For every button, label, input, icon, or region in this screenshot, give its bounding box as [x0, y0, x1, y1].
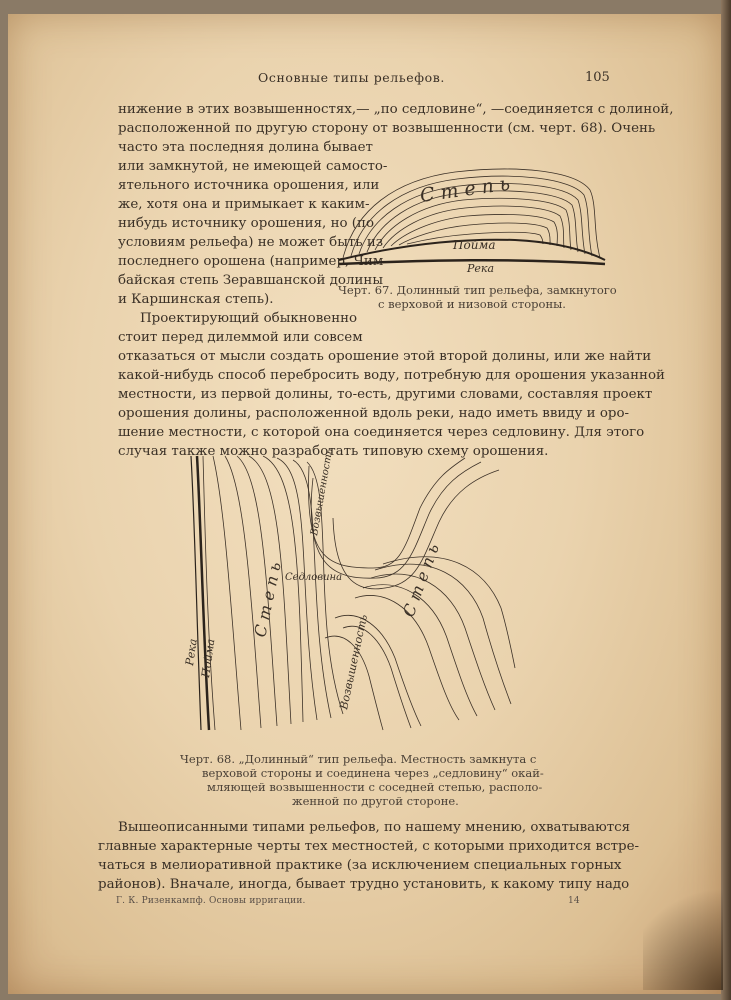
- fig67-label-stepp: С т е п ь: [418, 172, 512, 207]
- text-line: нибудь источнику орошения, но (по: [118, 216, 375, 231]
- text-line: байская степь Зеравшанской долины: [118, 273, 383, 288]
- text-line: и Каршинская степь).: [118, 292, 274, 307]
- text-line: местности, из первой долины, то-есть, другими словами, составляя проект: [118, 387, 653, 402]
- text-line: или замкнутой, не имеющей самосто-: [118, 159, 388, 174]
- text-line: отказаться от мысли создать орошение этой второй долины, или же найти: [118, 349, 652, 364]
- fig68-label-vozv-bottom: Возвышенность: [337, 613, 371, 711]
- text-line: условиям рельефа) не может быть из: [118, 235, 384, 250]
- fig68-label-stepp-left: С т е п ь: [250, 560, 285, 639]
- text-line: Проектирующий обыкновенно: [140, 311, 358, 326]
- footer-author-title: Г. К. Ризенкампф. Основы ирригации.: [116, 896, 306, 906]
- text-line: шение местности, с которой она соединяется через седловину. Для этого: [118, 425, 645, 440]
- text-line: стоит перед дилеммой или совсем: [118, 330, 363, 345]
- text-line: Вышеописанными типами рельефов, по нашему мнению, охватываются: [118, 820, 631, 835]
- figure-68-caption-line: женной по другой стороне.: [292, 794, 459, 808]
- text-line: главные характерные черты тех местностей, с которыми приходится встре-: [98, 839, 640, 854]
- figure-68-caption-line: верховой стороны и соединена через „седловину“ окай-: [202, 766, 544, 780]
- figure-67-valley-diagram: [335, 150, 610, 275]
- figure-67-caption-line: с верховой и низовой стороны.: [378, 297, 566, 311]
- page-stain: [643, 870, 723, 990]
- text-line: ятельного источника орошения, или: [118, 178, 380, 193]
- figure-68-caption-line: Черт. 68. „Долинный“ тип рельефа. Местность замкнута с: [180, 752, 537, 766]
- fig68-label-vozv-top: Возвышенность: [309, 448, 336, 537]
- text-line: же, хотя она и примыкает к каким-: [118, 197, 370, 212]
- figure-68-caption-line: мляющей возвышенности с соседней степью, располо-: [207, 780, 543, 794]
- running-title: Основные типы рельефов.: [258, 70, 445, 85]
- text-line: последнего орошена (например, Чим-: [118, 254, 388, 269]
- fig67-label-poima: Пойма: [453, 238, 496, 252]
- text-line: нижение в этих возвышенностях,— „по седловине“, —соединяется с долиной,: [118, 102, 674, 117]
- figure-67-caption-line: Черт. 67. Долинный тип рельефа, замкнутого: [338, 283, 617, 297]
- text-line: часто эта последняя долина бывает: [118, 140, 373, 155]
- fig68-label-stepp-right: С т е п ь: [398, 541, 443, 620]
- text-line: какой-нибудь способ перебросить воду, потребную для орошения указанной: [118, 368, 665, 383]
- footer-signature-mark: 14: [568, 896, 580, 906]
- text-line: чаться в мелиоративной практике (за исключением специальных горных: [98, 858, 622, 873]
- fig67-label-reka: Река: [467, 262, 495, 275]
- fig68-label-poima: Пойма: [199, 638, 218, 679]
- text-line: случая также можно разработать типовую схему орошения.: [118, 444, 549, 459]
- text-line: расположенной по другую сторону от возвышенности (см. черт. 68). Очень: [118, 121, 656, 136]
- fig68-label-sedlovina: Седловина: [285, 572, 343, 583]
- page-edge-shadow: [721, 0, 731, 1000]
- text-line: орошения долины, расположенной вдоль реки, надо иметь ввиду и оро-: [118, 406, 630, 421]
- page-number: 105: [585, 70, 610, 85]
- fig68-label-reka: Река: [183, 637, 200, 667]
- text-line: районов). Вначале, иногда, бывает трудно установить, к какому типу надо: [98, 877, 630, 892]
- figure-68-saddle-diagram: [185, 448, 525, 738]
